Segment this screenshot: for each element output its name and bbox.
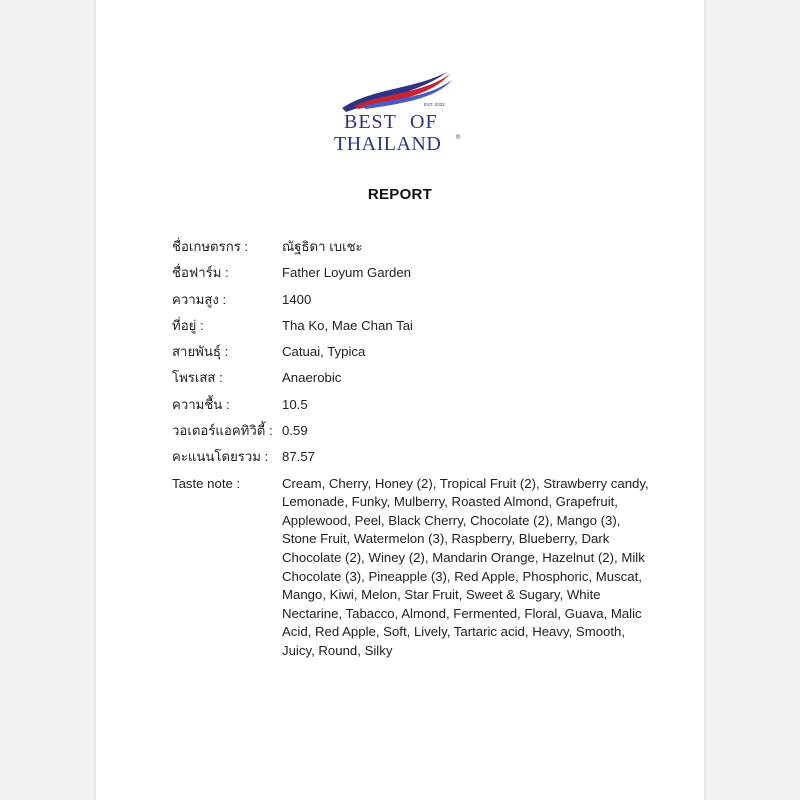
field-label: ชื่อฟาร์ม :	[172, 265, 229, 281]
field-value: ณัฐธิดา เบเชะ	[282, 239, 363, 254]
field-row-farm	[172, 264, 672, 283]
field-label: สายพันธุ์ :	[172, 344, 229, 360]
field-row-altitude	[172, 291, 672, 310]
field-row-moisture	[172, 396, 672, 415]
field-label: โพรเสส :	[172, 370, 223, 386]
logo-best-text: BEST	[344, 111, 397, 133]
field-label: ชื่อเกษตรกร :	[172, 239, 249, 254]
taste-note-value: Cream, Cherry, Honey (2), Tropical Fruit (2), Strawberry candy, Lemonade, Funky, Mulberry, Roasted Almond, Grapefruit, Applewood, Peel, Black Cherry, Chocolate (2), Mango (3), Stone Fruit, Watermelon (3), Raspberry, Blueberry, Dark Chocolate (2), Winey (2), Mandarin Orange, Hazelnut (2), Milk Chocolate (3), Pineapple (3), Red Apple, Phosphoric, Muscat, Mango, Kiwi, Melon, Star Fruit, Sweet & Sugary, White Nectarine, Tabacco, Almond, Fermented, Floral, Guava, Malic Acid, Red Apple, Soft, Lively, Tartaric acid, Heavy, Smooth, Juicy, Round, Silky	[282, 475, 649, 658]
field-label: วอเตอร์แอคทิวิตี้ :	[172, 422, 273, 438]
field-value: Father Loyum Garden	[282, 265, 412, 281]
logo-of-text: OF	[410, 111, 438, 133]
field-value: 1400	[282, 291, 312, 307]
logo-registered-mark: ®	[456, 135, 461, 141]
field-value: 10.5	[282, 396, 308, 412]
field-label: ความชื้น :	[172, 396, 230, 412]
field-value: 87.57	[282, 449, 316, 465]
field-row-taste-note	[172, 475, 672, 661]
field-value: Catuai, Typica	[282, 344, 366, 360]
field-value: Tha Ko, Mae Chan Tai	[282, 317, 413, 333]
field-label: คะแนนโดยรวม :	[172, 449, 269, 465]
field-row-variety	[172, 343, 672, 362]
logo-thailand-text: THAILAND	[334, 133, 442, 155]
taste-note-label: Taste note :	[172, 475, 241, 491]
report-fields	[172, 238, 672, 668]
field-label: ที่อยู่ :	[172, 317, 204, 333]
field-row-total-score	[172, 448, 672, 467]
logo-graphic	[332, 66, 468, 156]
report-page	[96, 0, 704, 800]
field-label: ความสูง :	[172, 291, 227, 307]
field-value: Anaerobic	[282, 370, 342, 386]
field-row-address	[172, 317, 672, 336]
best-of-thailand-logo	[332, 66, 468, 156]
report-title: REPORT	[367, 186, 433, 203]
field-row-process	[172, 369, 672, 388]
field-row-farmer	[172, 238, 672, 257]
logo-est-text: EST. 2022	[424, 102, 445, 107]
field-row-water-activity	[172, 422, 672, 441]
field-value: 0.59	[282, 422, 308, 438]
